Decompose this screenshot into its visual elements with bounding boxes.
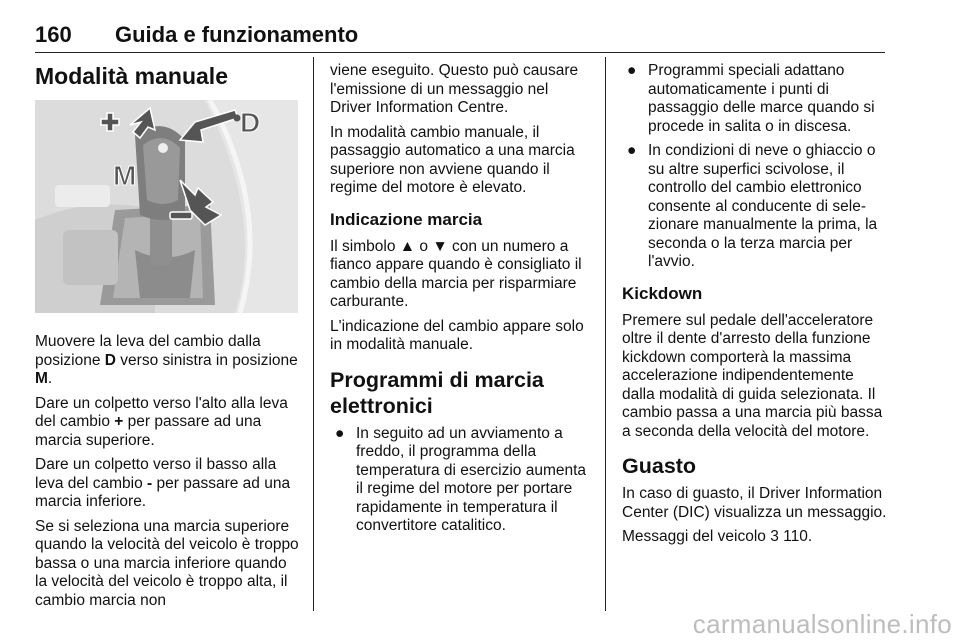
paragraph-fault: In caso di guasto, il Driver Information Center (DIC) visualizza un messaggio. [622,485,887,521]
paragraph-gear-symbol: Il simbolo ▲ o ▼ con un numero a fianco appare quando è consigliato il cambio della marcia per risparmiare carburante. [330,237,582,310]
bullet-icon: ● [335,424,345,442]
text-run: per passare ad una marcia superiore. [35,413,262,449]
text-run: per passare ad una marcia inferiore. [35,474,291,510]
list-item-text: In condizioni di neve o ghiaccio o su altre superfici scivolose, il controllo del cambio elettronico consente al conducente di selezionare manualmente la prima, la seconda o la terza marcia per l'avvio. [648,142,878,270]
running-title: Guida e funzionamento [115,22,359,47]
heading-fault: Guasto [622,454,697,478]
paragraph-kickdown: Premere sul pedale dell'acceleratore oltre il dente d'arresto della funzione kickdown comporterà la massima accelerazione indipendentemente dalla modalità di guida selezionata. Il cambio passa a una marcia più bassa a seconda della velocità del motore. [622,311,883,440]
column-3 [622,62,888,553]
bullet-icon: ● [627,142,637,159]
label-m: M [113,160,137,191]
label-d-ref: D [104,351,116,369]
text-run: Muovere la leva del cambio dalla posizione [35,333,261,369]
paragraph-continued: viene eseguito. Questo può causare l'emissione di un messaggio nel Driver Information Centre. [330,62,579,116]
list-item-text: Programmi speciali adattano automaticamente i punti di passaggio delle marce quando si procede in salita o in discesa. [648,62,875,135]
text-run: Dare un colpetto verso il basso alla leva del cambio [35,456,277,492]
page-number: 160 [35,22,72,47]
label-m-ref: M [35,370,48,387]
text-run: verso sinistra in posizione [116,351,298,369]
bullet-icon: ● [627,62,637,79]
page-header [35,22,885,52]
header-rule [35,52,885,53]
column-1-text [35,333,300,616]
paragraph-speed-warning: Se si seleziona una marcia superiore quando la velocità del veicolo è troppo bassa o una marcia inferiore quando la velocità del veicolo è troppo alta, il cambio marcia non [35,517,299,609]
paragraph-upshift [35,395,300,451]
minus-ref: - [147,474,153,492]
text-run: Dare un colpetto verso l'alto alla leva del cambio [35,394,288,430]
list-item-text: In seguito ad un avviamento a freddo, il programma della temperatura di esercizio aumenta il regime del motore per portare rapidamente in temperatura il convertitore catalitico. [356,424,587,534]
paragraph-move-lever [35,333,300,389]
paragraph-vehicle-messages-ref: Messaggi del veicolo 3 110. [622,528,813,545]
column-divider-2 [605,57,606,611]
column-1 [35,62,300,90]
label-d: D [240,107,261,138]
bullet-list [622,62,888,272]
watermark: carmanualsonline.info [692,609,952,639]
list-item [330,425,592,536]
gear-lever-drawing [35,100,298,313]
heading-electronic-programs: Programmi di marcia elettronici [330,367,544,418]
heading-gear-indication: Indicazione marcia [330,209,483,229]
column-2 [330,62,592,544]
section-title: Modalità manuale [35,63,228,89]
bullet-list [330,425,592,536]
text-run: . [47,370,53,387]
list-item [622,142,888,272]
plus-ref: + [114,413,124,430]
list-item [622,62,888,136]
heading-kickdown: Kickdown [622,283,703,303]
paragraph-manual-mode: In modalità cambio manuale, il passaggio automatico a una marcia superiore non avviene quando il regime del motore è elevato. [330,123,575,196]
column-divider-1 [313,57,314,611]
paragraph-indication-manual: L'indicazione del cambio appare solo in modalità manuale. [330,317,584,353]
gear-lever-illustration [35,100,298,313]
paragraph-downshift [35,456,300,512]
